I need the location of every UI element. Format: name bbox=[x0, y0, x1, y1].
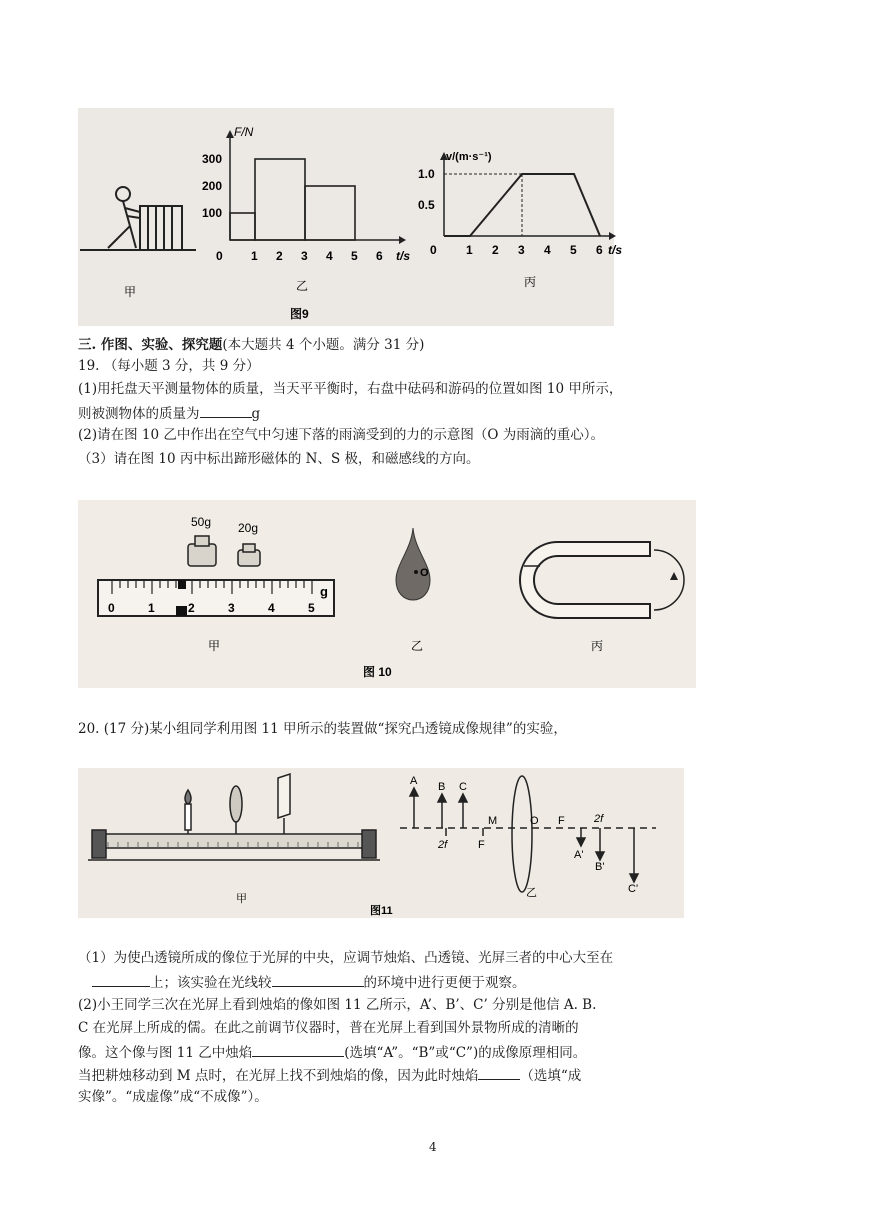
fig10-label-jia: 甲 bbox=[208, 639, 221, 653]
magnetic-field-line bbox=[654, 550, 684, 610]
vt-x-tick-0: 0 bbox=[430, 243, 437, 257]
velocity-time-chart bbox=[418, 151, 622, 257]
ft-x-tick-0: 0 bbox=[216, 249, 223, 263]
q20-part2-line5: 实像”。“成虚像”成“不成像”）。 bbox=[78, 1089, 268, 1105]
weight-20g-icon bbox=[238, 544, 260, 566]
q20-part1-mid: 上；该实验在光线较 bbox=[150, 975, 272, 991]
q20-candle-blank[interactable] bbox=[252, 1042, 344, 1057]
fig11-label-O: O bbox=[530, 815, 539, 827]
vt-x-tick-5: 5 bbox=[570, 243, 577, 257]
vt-y-label: v/(m·s⁻¹) bbox=[446, 151, 492, 163]
vt-y-tick-0.5: 0.5 bbox=[418, 198, 435, 212]
ft-bar-0 bbox=[230, 213, 255, 240]
ft-x-tick-1: 1 bbox=[251, 249, 258, 263]
raindrop-center-point bbox=[414, 570, 418, 574]
q19-part1-line2 bbox=[78, 403, 260, 423]
vt-x-tick-1: 1 bbox=[466, 243, 473, 257]
ft-x-tick-4: 4 bbox=[326, 249, 333, 263]
ft-y-tick-200: 200 bbox=[202, 179, 223, 193]
weight-50g-icon bbox=[188, 536, 216, 566]
field-arrow-icon bbox=[670, 572, 678, 580]
scale-label-0: 0 bbox=[108, 601, 115, 615]
ft-y-label: F/N bbox=[234, 125, 254, 139]
force-time-chart bbox=[202, 125, 410, 263]
q20-part2-pre: 像。这个像与图 11 乙中烛焰 bbox=[78, 1045, 253, 1061]
ft-bar-1 bbox=[255, 159, 305, 240]
ft-x-tick-2: 2 bbox=[276, 249, 283, 263]
fig11-label-C-image: C' bbox=[628, 883, 639, 895]
q19-part1-line1: (1)用托盘天平测量物体的质量，当天平平衡时，右盘中砝码和游码的位置如图 10 甲所示， bbox=[78, 381, 623, 397]
scale-rider-top bbox=[178, 580, 186, 589]
figure-11 bbox=[78, 768, 684, 918]
q20-center-blank[interactable] bbox=[92, 972, 150, 987]
vt-x-label: t/s bbox=[608, 243, 623, 257]
fig9-label-bing: 丙 bbox=[524, 275, 537, 289]
scale-label-5: 5 bbox=[308, 601, 315, 615]
weight-50g-label: 50g bbox=[191, 515, 212, 529]
q20-part1-line1: （1）为使凸透镜所成的像位于光屏的中央，应调节烛焰、凸透镜、光屏三者的中心大至在 bbox=[78, 950, 614, 966]
q19-part1-text: 则被测物体的质量为 bbox=[78, 406, 200, 422]
lens-ray-diagram bbox=[400, 776, 656, 892]
fig9-caption: 图9 bbox=[290, 307, 309, 321]
section3-heading: 三. 作图、实验、探究题 bbox=[78, 337, 223, 353]
weight-20g-label: 20g bbox=[238, 521, 259, 535]
page-number: 4 bbox=[429, 1140, 437, 1154]
figure-9 bbox=[78, 108, 623, 326]
fig11-label-A: A bbox=[410, 775, 418, 787]
section3-heading-line bbox=[78, 336, 424, 354]
ft-y-tick-100: 100 bbox=[202, 206, 223, 220]
fig11-label-B: B bbox=[438, 781, 446, 793]
figure-10 bbox=[78, 500, 696, 688]
fig11-label-C: C bbox=[459, 781, 467, 793]
q20-intro: 20. (17 分)某小组同学利用图 11 甲所示的装置做“探究凸透镜成像规律”的实验， bbox=[78, 721, 567, 737]
scale-label-4: 4 bbox=[268, 601, 275, 615]
q20-part2-m-post: （选填“成 bbox=[520, 1068, 582, 1084]
q19-number: 19. （每小题 3 分，共 9 分） bbox=[78, 358, 260, 374]
q20-part2-line1: (2)小王同学三次在光屏上看到烛焰的像如图 11 乙所示，A’、B’、C’ 分别是他信 A. B. bbox=[78, 997, 597, 1013]
scale-label-3: 3 bbox=[228, 601, 235, 615]
vt-x-arrow bbox=[609, 232, 616, 240]
vt-y-tick-1.0: 1.0 bbox=[418, 167, 435, 181]
person-pushing-box-illustration bbox=[80, 187, 196, 250]
q20-part2-line3 bbox=[78, 1042, 586, 1062]
q20-part2-line2: C 在光屏上所成的儒。在此之前调节仪器时，普在光屏上看到国外景物所成的清晰的 bbox=[78, 1020, 579, 1036]
fig11-label-yi: 乙 bbox=[526, 887, 537, 899]
fig10-label-bing: 丙 bbox=[591, 639, 604, 653]
scale-label-1: 1 bbox=[148, 601, 155, 615]
q19-mass-blank[interactable] bbox=[200, 403, 252, 418]
fig11-label-F-left: F bbox=[478, 839, 485, 851]
scale-label-2: 2 bbox=[188, 601, 195, 615]
raindrop-point-label: O bbox=[420, 567, 429, 579]
fig10-caption: 图 10 bbox=[363, 665, 392, 679]
q20-image-type-blank[interactable] bbox=[478, 1065, 520, 1080]
vt-x-tick-2: 2 bbox=[492, 243, 499, 257]
fig11-label-A-image: A' bbox=[574, 849, 584, 861]
q19-part2: (2)请在图 10 乙中作出在空气中匀速下落的雨滴受到的力的示意图（O 为雨滴的重心）。 bbox=[78, 427, 604, 443]
fig9-label-yi: 乙 bbox=[296, 279, 309, 293]
ft-x-tick-5: 5 bbox=[351, 249, 358, 263]
fig11-label-jia: 甲 bbox=[236, 893, 247, 905]
q19-part3: （3）请在图 10 丙中标出蹄形磁体的 N、S 极，和磁感线的方向。 bbox=[78, 451, 480, 467]
fig11-label-2f-left: 2f bbox=[438, 839, 448, 851]
ft-bar-2 bbox=[305, 186, 355, 240]
fig11-label-B-image: B' bbox=[595, 861, 605, 873]
section3-note: (本大题共 4 个小题。满分 31 分) bbox=[222, 337, 425, 353]
horseshoe-magnet-icon bbox=[520, 542, 650, 618]
q19-mass-unit: g bbox=[251, 406, 261, 422]
ft-x-label: t/s bbox=[396, 249, 411, 263]
fig11-label-M: M bbox=[488, 815, 498, 827]
scale-rider bbox=[176, 606, 187, 616]
ft-x-tick-3: 3 bbox=[301, 249, 308, 263]
fig11-caption: 图11 bbox=[370, 905, 393, 917]
ft-x-arrow bbox=[399, 236, 406, 244]
balance-scale-ruler bbox=[98, 580, 334, 616]
q20-part1-line2 bbox=[78, 972, 526, 992]
ft-y-tick-300: 300 bbox=[202, 152, 223, 166]
q20-part2-m-pre: 当把耕烛移动到 M 点时，在光屏上找不到烛焰的像，因为此时烛焰 bbox=[78, 1068, 479, 1084]
vt-x-tick-3: 3 bbox=[518, 243, 525, 257]
vt-x-tick-4: 4 bbox=[544, 243, 551, 257]
optical-bench-illustration bbox=[88, 774, 380, 860]
q20-part2-line4 bbox=[78, 1065, 581, 1085]
fig11-label-F-right: F bbox=[558, 815, 565, 827]
fig9-label-jia: 甲 bbox=[124, 285, 137, 299]
raindrop-icon bbox=[396, 528, 430, 600]
fig11-label-2f-right: 2f bbox=[594, 813, 604, 825]
ft-x-tick-6: 6 bbox=[376, 249, 383, 263]
q20-part1-post: 的环境中进行更便于观察。 bbox=[363, 975, 526, 991]
scale-unit: g bbox=[320, 584, 328, 599]
ft-y-arrow bbox=[226, 130, 234, 138]
q20-part2-post: (选填“A”。“B”或“C”)的成像原理相同。 bbox=[344, 1045, 587, 1061]
fig10-label-yi: 乙 bbox=[411, 639, 424, 653]
vt-x-tick-6: 6 bbox=[596, 243, 603, 257]
q20-light-blank[interactable] bbox=[272, 972, 364, 987]
